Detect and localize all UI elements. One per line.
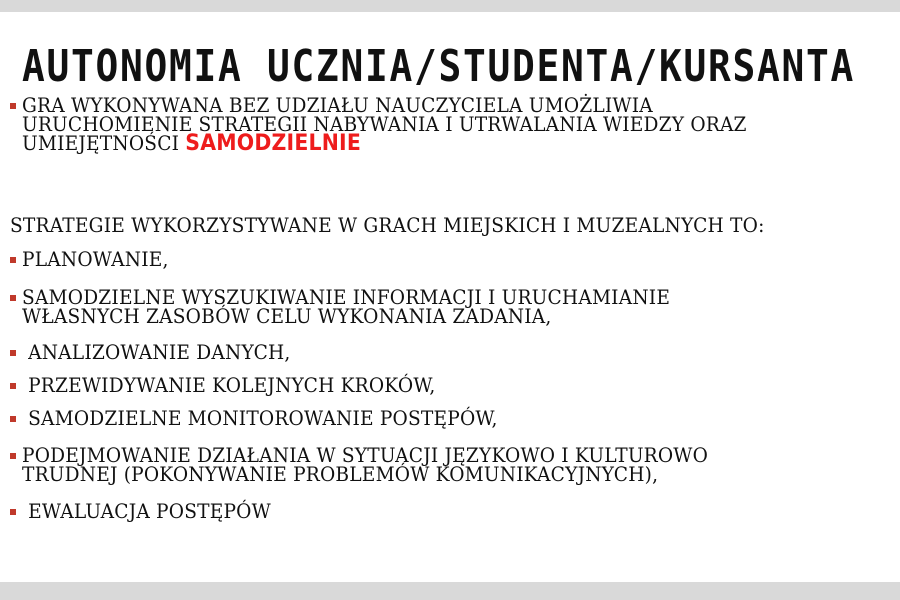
intro-bullet [10, 93, 801, 156]
intro-line-1: GRA WYKONYWANA BEZ UDZIAŁU NAUCZYCIELA UMOŻLIWIA [22, 93, 653, 117]
slide-title-text: AUTONOMIA UCZNIA/STUDENTA/KURSANTA [22, 41, 856, 92]
strategies-heading [10, 213, 821, 237]
strategies-heading-text: STRATEGIE WYKORZYSTYWANE W GRACH MIEJSKICH I MUZEALNYCH TO: [10, 213, 765, 237]
bullet-marker-icon [10, 103, 16, 109]
strategy-line: SAMODZIELNE MONITOROWANIE POSTĘPÓW, [22, 406, 498, 430]
bullet-marker-icon [10, 383, 16, 389]
slide-title [22, 38, 882, 96]
bullet-marker-icon [10, 416, 16, 422]
intro-text [22, 93, 801, 156]
strategy-line: PLANOWANIE, [22, 247, 169, 271]
slide [0, 12, 900, 582]
strategy-item [10, 247, 180, 271]
bullet-marker-icon [10, 257, 16, 263]
bottom-border [0, 582, 900, 600]
strategy-line: ANALIZOWANIE DANYCH, [22, 340, 291, 364]
bullet-marker-icon [10, 509, 16, 515]
strategy-line: PRZEWIDYWANIE KOLEJNYCH KROKÓW, [22, 373, 436, 397]
strategy-line: PODEJMOWANIE DZIAŁANIA W SYTUACJI JĘZYKOWO I KULTUROWO [22, 443, 709, 467]
highlight-word: SAMODZIELNIE [185, 131, 361, 156]
strategy-item [10, 373, 467, 397]
bullet-marker-icon [10, 453, 16, 459]
intro-line-3-prefix: UMIEJĘTNOŚCI [22, 131, 186, 155]
strategy-line: TRUDNEJ (POKONYWANIE PROBLEMÓW KOMUNIKACYJNYCH), [22, 462, 659, 486]
strategy-item [10, 340, 311, 364]
strategy-item [10, 406, 533, 430]
strategy-line: SAMODZIELNE WYSZUKIWANIE INFORMACJI I URUCHAMIANIE [22, 285, 671, 309]
strategy-line: WŁASNYCH ZASOBÓW CELU WYKONANIA ZADANIA, [22, 304, 552, 328]
strategy-line: EWALUACJA POSTĘPÓW [22, 499, 271, 523]
intro-line-2: URUCHOMIENIE STRATEGII NABYWANIA I UTRWALANIA WIEDZY ORAZ [22, 112, 747, 136]
bullet-marker-icon [10, 295, 16, 301]
strategy-item [10, 443, 760, 486]
bullet-marker-icon [10, 350, 16, 356]
intro-line-3 [22, 131, 747, 156]
strategy-item [10, 499, 290, 523]
strategy-item [10, 285, 719, 328]
